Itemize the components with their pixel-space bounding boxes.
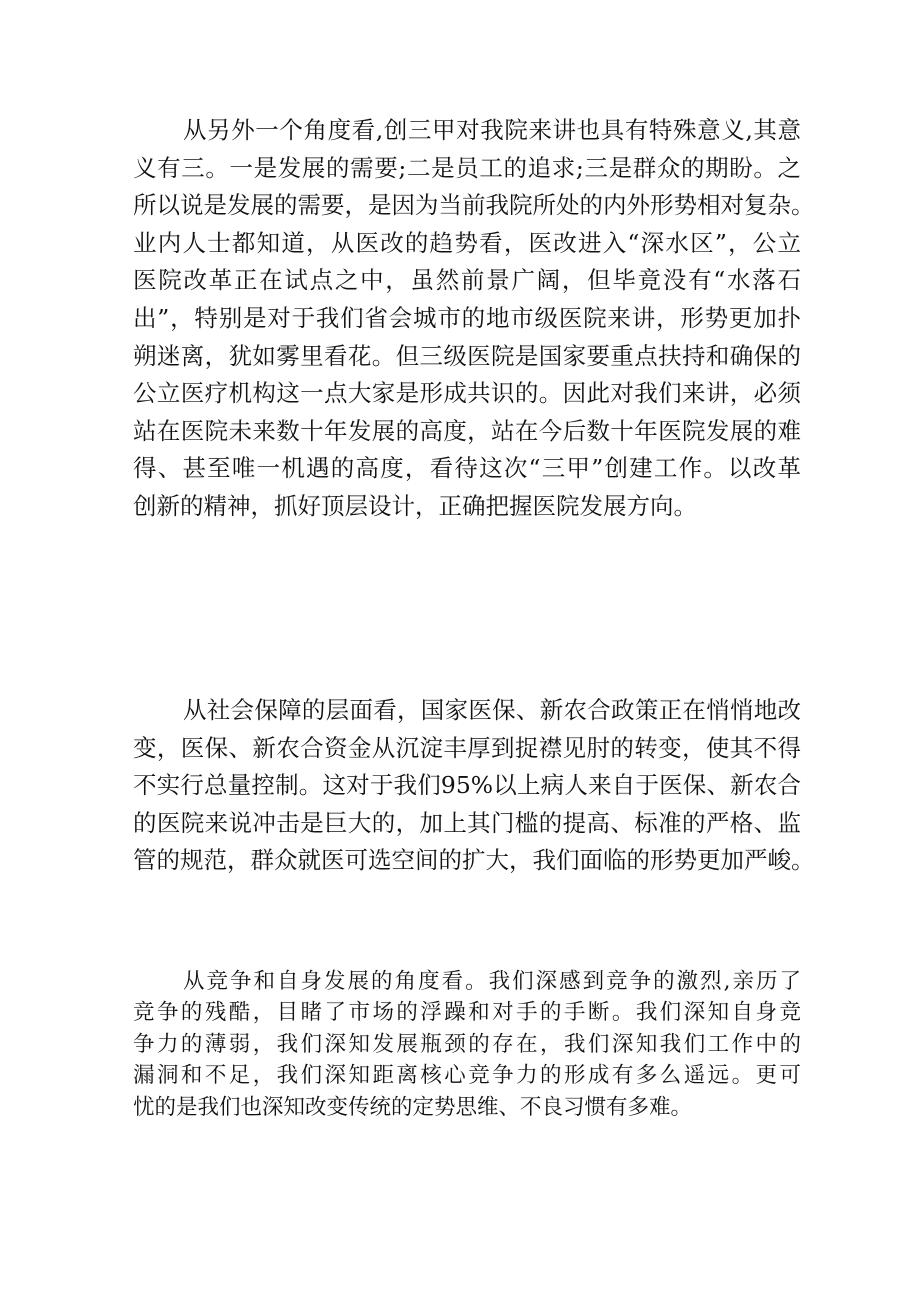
- text-line: 不实行总量控制。这对于我们95%以上病人来自于医保、新农合: [133, 771, 801, 800]
- text-line: 业内人士都知道，从医改的趋势看，医改进入“深水区”，公立: [133, 228, 801, 257]
- text-line: 站在医院未来数十年发展的高度，站在今后数十年医院发展的难: [133, 416, 801, 445]
- text-line: 忧的是我们也深知改变传统的定势思维、不良习惯有多难。: [133, 1094, 693, 1120]
- text-line: 所以说是发展的需要，是因为当前我院所处的内外形势相对复杂。: [133, 191, 815, 220]
- text-line: 漏洞和不足，我们深知距离核心竞争力的形成有多么遥远。更可: [133, 1063, 801, 1089]
- text-line: 竞争的残酷，目睹了市场的浮躁和对手的手断。我们深知自身竞: [133, 1000, 801, 1026]
- text-line: 从另外一个角度看,创三甲对我院来讲也具有特殊意义,其意: [183, 116, 801, 144]
- paragraph-competition: [133, 966, 801, 1123]
- text-line: 义有三。一是发展的需要;二是员工的追求;三是群众的期盼。之: [133, 153, 801, 182]
- text-line: 争力的薄弱，我们深知发展瓶颈的存在，我们深知我们工作中的: [133, 1031, 801, 1057]
- paragraph-social-security: [133, 692, 815, 880]
- text-line: 管的规范，群众就医可选空间的扩大，我们面临的形势更加严峻。: [133, 846, 815, 875]
- text-line: 公立医疗机构这一点大家是形成共识的。因此对我们来讲，必须: [133, 379, 801, 408]
- text-line: 的医院来说冲击是巨大的，加上其门槛的提高、标准的严格、监: [133, 808, 801, 837]
- text-line: 从社会保障的层面看，国家医保、新农合政策正在悄悄地改: [183, 696, 801, 724]
- text-line: 朔迷离，犹如雾里看花。但三级医院是国家要重点扶持和确保的: [133, 341, 801, 370]
- text-line: 医院改革正在试点之中，虽然前景广阔，但毕竟没有“水落石: [133, 266, 801, 295]
- text-line: 变，医保、新农合资金从沉淀丰厚到捉襟见肘的转变，使其不得: [133, 733, 801, 762]
- text-line: 出”，特别是对于我们省会城市的地市级医院来讲，形势更加扑: [133, 303, 801, 332]
- paragraph-significance: [133, 112, 815, 526]
- text-line: 得、甚至唯一机遇的高度，看待这次“三甲”创建工作。以改革: [133, 454, 801, 483]
- text-line: 创新的精神，抓好顶层设计，正确把握医院发展方向。: [133, 491, 697, 520]
- text-line: 从竞争和自身发展的角度看。我们深感到竞争的激烈,亲历了: [183, 969, 801, 994]
